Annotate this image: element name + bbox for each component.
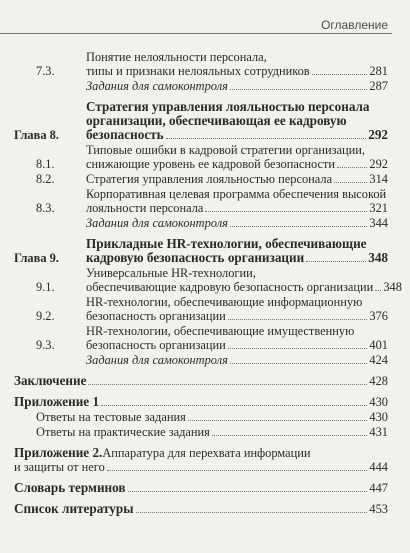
toc-entry[interactable] [14, 353, 388, 367]
toc-entry[interactable] [14, 100, 388, 142]
toc-page-number: 321 [369, 201, 388, 215]
leader-dots [230, 226, 368, 227]
toc-entry-title: типы и признаки нелояльных сотрудников [86, 64, 310, 78]
leader-dots [107, 470, 368, 471]
toc-entry-number: 9.2. [36, 309, 55, 323]
toc-entry[interactable] [14, 410, 388, 424]
toc-page-number: 453 [369, 502, 388, 516]
toc-entry-title: безопасность организации [86, 338, 226, 352]
toc-entry-title: Типовые ошибки в кадровой стратегии организации, [86, 143, 365, 157]
toc-entry-title: снижающие уровень ее кадровой безопасности [86, 157, 336, 171]
toc-entry-title: Универсальные HR-технологии, [86, 266, 256, 280]
toc-page-number: 348 [383, 280, 402, 294]
toc-entry-number: 8.2. [36, 172, 55, 186]
leader-dots [205, 211, 367, 212]
toc-entry[interactable] [14, 216, 388, 230]
toc-entry-number: 9.3. [36, 338, 55, 352]
leader-dots [312, 74, 368, 75]
toc-page-number: 424 [369, 353, 388, 367]
toc-entry[interactable] [14, 446, 388, 474]
toc-entry-title: Задания для самоконтроля [86, 353, 228, 367]
toc-entry-title: лояльности персонала [86, 201, 204, 215]
leader-dots [334, 182, 367, 183]
toc-entry-title: обеспечивающие кадровую безопасность организации [86, 280, 374, 294]
leader-dots [375, 290, 381, 291]
toc-page-number: 287 [369, 79, 388, 93]
toc-entry-number: 7.3. [36, 64, 55, 78]
toc-entry[interactable] [14, 237, 388, 265]
toc-page-number: 430 [369, 395, 388, 409]
toc-page-number: 428 [369, 374, 388, 388]
running-header [0, 0, 410, 44]
leader-dots [228, 348, 368, 349]
header-rule [0, 33, 392, 34]
table-of-contents [14, 50, 402, 516]
header-title: Оглавление [321, 18, 388, 32]
toc-entry-number: 9.1. [36, 280, 55, 294]
toc-entry[interactable] [14, 295, 388, 323]
toc-entry[interactable] [14, 481, 388, 495]
toc-entry-title: Стратегия управления лояльностью персонала [86, 99, 370, 114]
leader-dots [306, 261, 366, 262]
toc-page-number: 314 [369, 172, 388, 186]
toc-page-number: 292 [369, 157, 388, 171]
toc-entry-title: организации, обеспечивающая ее кадровую [86, 113, 347, 128]
toc-entry[interactable] [14, 266, 402, 294]
toc-entry-number: Глава 9. [14, 251, 59, 265]
toc-entry-title: Словарь терминов [14, 480, 126, 495]
leader-dots [188, 420, 368, 421]
leader-dots [128, 491, 368, 492]
toc-page-number: 444 [369, 460, 388, 474]
toc-entry-title: HR-технологии, обеспечивающие информационную [86, 295, 363, 309]
toc-entry-title: Задания для самоконтроля [86, 79, 228, 93]
leader-dots [136, 512, 368, 513]
toc-entry-number: 8.3. [36, 201, 55, 215]
toc-page-number: 401 [369, 338, 388, 352]
toc-page-number: 447 [369, 481, 388, 495]
toc-entry-title: Понятие нелояльности персонала, [86, 50, 267, 64]
toc-entry-title: и защиты от него [14, 460, 105, 474]
toc-entry[interactable] [14, 395, 388, 409]
toc-entry-title: Корпоративная целевая программа обеспечения высокой [86, 187, 387, 201]
toc-entry[interactable] [14, 324, 388, 352]
toc-entry[interactable] [14, 172, 388, 186]
toc-entry-title: Ответы на практические задания [36, 425, 210, 439]
toc-entry[interactable] [14, 187, 388, 215]
leader-dots [212, 435, 368, 436]
toc-entry-number: Глава 8. [14, 128, 59, 142]
toc-entry-title: Заключение [14, 373, 87, 388]
leader-dots [228, 319, 368, 320]
toc-entry-title: Аппаратура для перехвата информации [102, 446, 311, 460]
toc-entry-title: Ответы на тестовые задания [36, 410, 186, 424]
toc-entry[interactable] [14, 50, 388, 78]
leader-dots [101, 405, 367, 406]
toc-entry-number: 8.1. [36, 157, 55, 171]
toc-entry[interactable] [14, 79, 388, 93]
leader-dots [230, 363, 368, 364]
toc-entry-title: кадровую безопасность организации [86, 250, 305, 265]
toc-entry-title: Стратегия управления лояльностью персонала [86, 172, 333, 186]
toc-page-number: 292 [368, 127, 388, 142]
toc-entry-title: Список литературы [14, 501, 134, 516]
toc-entry-title: безопасность организации [86, 309, 226, 323]
toc-page-number: 376 [369, 309, 388, 323]
toc-page-number: 431 [369, 425, 388, 439]
toc-entry-title: Задания для самоконтроля [86, 216, 228, 230]
toc-entry-heading: Приложение 2. [14, 445, 103, 460]
leader-dots [230, 89, 368, 90]
toc-entry-title: Приложение 1 [14, 394, 100, 409]
toc-entry-title: Прикладные HR-технологии, обеспечивающие [86, 236, 367, 251]
toc-entry-title: безопасность [86, 127, 164, 142]
toc-entry[interactable] [14, 425, 388, 439]
leader-dots [337, 167, 367, 168]
toc-page-number: 281 [369, 64, 388, 78]
toc-entry[interactable] [14, 374, 388, 388]
toc-page-number: 430 [369, 410, 388, 424]
leader-dots [166, 138, 367, 139]
leader-dots [88, 384, 367, 385]
toc-entry[interactable] [14, 502, 388, 516]
toc-page-number: 344 [369, 216, 388, 230]
toc-page-number: 348 [368, 250, 388, 265]
toc-entry-title: HR-технологии, обеспечивающие имущественную [86, 324, 355, 338]
toc-entry[interactable] [14, 143, 388, 171]
